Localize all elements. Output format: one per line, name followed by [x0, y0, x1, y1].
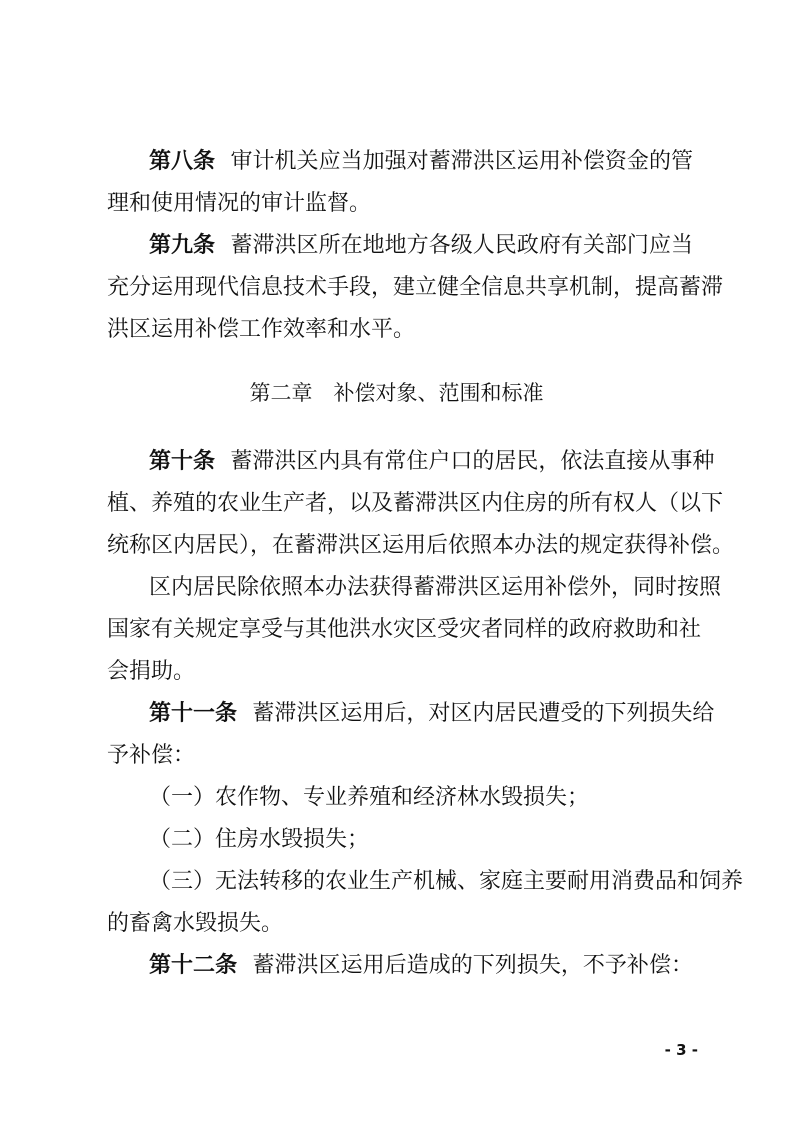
article-12-line-1	[149, 951, 693, 981]
article-12-label: 第十二条	[149, 953, 238, 978]
article-10-label: 第十条	[149, 449, 216, 474]
article-10-line-2: 植、养殖的农业生产者，以及蓄滞洪区内住房的所有权人（以下	[107, 491, 724, 516]
article-10-line-3: 统称区内居民），在蓄滞洪区运用后依照本办法的规定获得补偿。	[107, 533, 735, 558]
article-9-text-1: 蓄滞洪区所在地地方各级人民政府有关部门应当	[230, 233, 693, 258]
article-9-line-3: 洪区运用补偿工作效率和水平。	[107, 317, 416, 342]
article-12-text-1: 蓄滞洪区运用后造成的下列损失，不予补偿：	[252, 953, 693, 978]
article-11-line-1	[149, 699, 715, 729]
article-10-para2-line-1: 区内居民除依照本办法获得蓄滞洪区运用补偿外，同时按照	[149, 575, 722, 600]
article-10-text-1: 蓄滞洪区内具有常住户口的居民，依法直接从事种	[230, 449, 715, 474]
article-11-text-1: 蓄滞洪区运用后，对区内居民遭受的下列损失给	[252, 701, 715, 726]
article-11-item-3-line-2: 的畜禽水毁损失。	[107, 911, 284, 936]
article-9-label: 第九条	[149, 233, 216, 258]
article-8-text-1: 审计机关应当加强对蓄滞洪区运用补偿资金的管	[230, 149, 693, 174]
chapter-heading: 第二章 补偿对象、范围和标准	[249, 381, 544, 405]
article-8-label: 第八条	[149, 149, 216, 174]
article-11-line-2: 予补偿：	[107, 743, 196, 768]
article-11-item-2: （二）住房水毁损失；	[149, 827, 370, 852]
page-number: - 3 -	[664, 1041, 698, 1059]
article-8-line-2: 理和使用情况的审计监督。	[107, 191, 372, 216]
article-11-item-1: （一）农作物、专业养殖和经济林水毁损失；	[149, 785, 590, 810]
article-8-line-1	[149, 147, 693, 177]
article-10-line-1	[149, 447, 715, 477]
article-10-para2-line-2: 国家有关规定享受与其他洪水灾区受灾者同样的政府救助和社	[107, 617, 702, 642]
article-11-item-3-line-1: （三）无法转移的农业生产机械、家庭主要耐用消费品和饲养	[149, 869, 744, 894]
article-9-line-1	[149, 231, 693, 261]
article-11-label: 第十一条	[149, 701, 238, 726]
article-10-para2-line-3: 会捐助。	[107, 659, 196, 684]
article-9-line-2: 充分运用现代信息技术手段，建立健全信息共享机制，提高蓄滞	[107, 275, 724, 300]
